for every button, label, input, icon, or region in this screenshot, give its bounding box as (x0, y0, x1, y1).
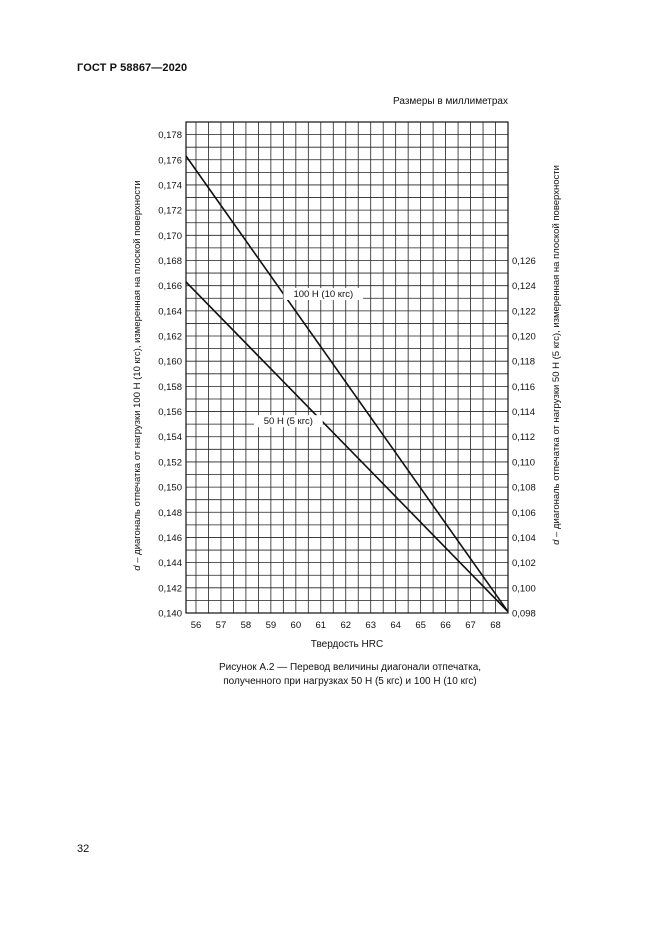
y-axis-label-left-symbol: d (132, 565, 143, 571)
document-header: ГОСТ Р 58867—2020 (77, 62, 188, 74)
y-tick-label-left: 0,154 (158, 432, 182, 444)
y-tick-label-right: 0,110 (512, 457, 536, 469)
y-axis-label-right-symbol: d (551, 539, 562, 545)
x-tick-label: 58 (240, 620, 252, 631)
y-axis-label-right (551, 165, 562, 545)
series-label: 50 Н (5 кгс) (263, 416, 313, 428)
y-tick-label-left: 0,144 (158, 558, 182, 570)
x-tick-label: 63 (365, 620, 377, 631)
figure-caption (150, 661, 550, 689)
y-tick-label-left: 0,156 (158, 407, 182, 419)
series-line-50n (186, 282, 508, 612)
y-tick-label-right: 0,118 (512, 356, 536, 368)
y-tick-label-right: 0,100 (512, 583, 536, 595)
y-tick-label-left: 0,168 (158, 255, 182, 267)
y-tick-label-left: 0,152 (158, 457, 182, 469)
y-tick-label-left: 0,142 (158, 583, 182, 595)
y-axis-label-right-text: – диагональ отпечатка от нагрузки 50 Н (5 кгс), измеренная на плоской поверхности (551, 165, 562, 540)
y-tick-label-right: 0,116 (512, 381, 536, 393)
units-note: Размеры в миллиметрах (393, 96, 508, 107)
y-tick-label-left: 0,148 (158, 507, 182, 519)
y-tick-label-right: 0,126 (512, 255, 536, 267)
x-tick-label: 61 (315, 620, 327, 631)
y-axis-label-left (132, 180, 143, 570)
y-tick-label-right: 0,120 (512, 331, 536, 343)
y-tick-label-left: 0,158 (158, 381, 182, 393)
y-tick-label-left: 0,170 (158, 230, 182, 242)
y-tick-label-left: 0,166 (158, 281, 182, 293)
x-tick-label: 62 (340, 620, 352, 631)
x-tick-label: 67 (465, 620, 476, 631)
y-tick-label-right: 0,102 (512, 558, 536, 570)
series-line-100n (186, 156, 508, 612)
caption-line-2: полученного при нагрузках 50 Н (5 кгс) и 100 Н (10 кгс) (223, 676, 477, 687)
y-tick-label-left: 0,150 (158, 482, 182, 494)
y-tick-label-left: 0,172 (158, 205, 182, 217)
caption-line-1: Рисунок А.2 — Перевод величины диагонали отпечатка, (218, 662, 482, 673)
x-tick-label: 59 (265, 620, 277, 631)
plot-frame (186, 122, 508, 613)
y-tick-label-right: 0,112 (512, 432, 536, 444)
series-label: 100 Н (10 кгс) (293, 288, 354, 300)
y-tick-label-right: 0,098 (512, 608, 536, 620)
y-tick-label-right: 0,106 (512, 507, 536, 519)
x-tick-label: 64 (390, 620, 401, 631)
y-tick-label-right: 0,114 (512, 407, 536, 419)
y-tick-label-left: 0,176 (158, 155, 182, 167)
y-tick-label-right: 0,124 (512, 281, 536, 293)
x-tick-label: 60 (290, 620, 302, 631)
x-tick-label: 57 (215, 620, 227, 631)
x-tick-label: 65 (415, 620, 426, 631)
x-tick-label: 56 (190, 620, 202, 631)
y-tick-label-right: 0,104 (512, 532, 536, 544)
y-tick-label-right: 0,122 (512, 306, 536, 318)
y-axis-label-left-text: – диагональ отпечатка от нагрузки 100 Н (10 кгс), измеренная на плоской поверхности (132, 180, 143, 566)
x-tick-label: 66 (440, 620, 451, 631)
y-tick-label-left: 0,162 (158, 331, 182, 343)
page-number: 32 (77, 843, 90, 855)
y-tick-label-left: 0,174 (158, 180, 182, 192)
y-tick-label-left: 0,178 (158, 130, 182, 142)
x-tick-label: 68 (490, 620, 501, 631)
y-tick-label-right: 0,108 (512, 482, 536, 494)
y-tick-label-left: 0,160 (158, 356, 182, 368)
y-tick-label-left: 0,164 (158, 306, 182, 318)
y-tick-label-left: 0,146 (158, 532, 182, 544)
y-tick-label-left: 0,140 (158, 608, 182, 620)
x-axis-label: Твердость HRC (310, 639, 384, 650)
